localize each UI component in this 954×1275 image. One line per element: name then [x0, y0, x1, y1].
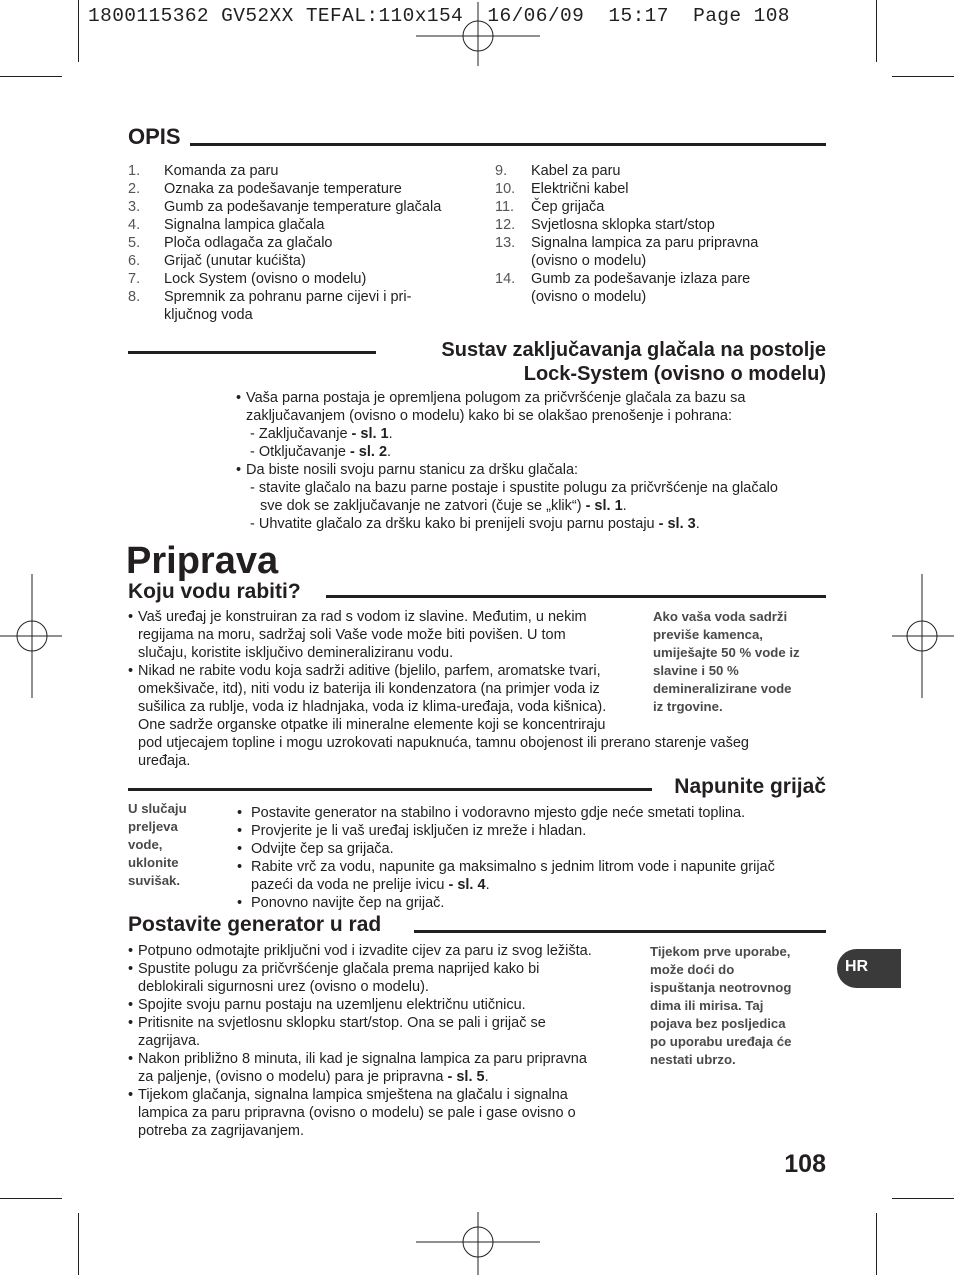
fill-i1: Postavite generator na stabilno i vodoravno mjesto gdje neće smetati toplina.: [251, 805, 746, 821]
item-number: 1.: [128, 163, 141, 179]
bullet-cont: [128, 1122, 638, 1140]
figure-ref: - sl. 1: [351, 426, 389, 442]
bullet-cont: [128, 1032, 638, 1050]
lock-d1: - Zaključavanje: [250, 426, 352, 442]
crop-mark: [892, 76, 954, 77]
note-line: previše kamenca,: [653, 627, 763, 642]
fill-i4-line2: pazeći da voda ne prelije ivicu: [251, 877, 449, 893]
fill-rule: [128, 788, 652, 791]
page-title: Priprava: [126, 540, 279, 582]
slug-line: 1800115362 GV52XX TEFAL:110x154 16/06/09 15:17 Page 108: [88, 5, 790, 27]
item-text: Komanda za paru: [164, 163, 279, 179]
dash-cont: sve dok se zaključavanje ne zatvori (čuje se „klik“) - sl. 1.: [260, 498, 627, 514]
water-b2-line4: One sadrže organske otpatke ili mineralne elemente koji se koncentriraju: [138, 717, 606, 733]
lock-body: [236, 389, 836, 533]
bullet-item: • Vaša parna postaja je opremljena polugom za pričvršćenje glačala za bazu sa: [236, 390, 746, 406]
list-item: [128, 180, 478, 198]
item-text: Signalna lampica glačala: [164, 217, 325, 233]
note-line: iz trgovine.: [653, 699, 723, 714]
opis-rule: [190, 143, 826, 146]
note-line: ispuštanja neotrovnog: [650, 980, 792, 995]
list-item: [128, 162, 478, 180]
gen-b5-line2: za paljenje, (ovisno o modelu) para je pripravna: [138, 1069, 448, 1085]
note-line: suvišak.: [128, 873, 181, 888]
item-number: 12.: [495, 217, 516, 233]
item-number: 4.: [128, 217, 141, 233]
list-item: [128, 270, 478, 288]
water-rule: [326, 595, 826, 598]
registration-mark-icon: [416, 1212, 540, 1275]
crop-mark: [876, 0, 877, 62]
item-text: Električni kabel: [531, 181, 629, 197]
gen-b2-line1: Spustite polugu za pričvršćenje glačala prema naprijed kako bi: [138, 961, 540, 977]
bullet-item: • Pritisnite na svjetlosnu sklopku start/stop. Ona se pali i grijač se: [128, 1015, 546, 1031]
bullet-item: • Provjerite je li vaš uređaj isključen iz mreže i hladan.: [237, 823, 587, 839]
lock-heading-line2: Lock-System (ovisno o modelu): [523, 363, 826, 385]
lock-d4: - Uhvatite glačalo za dršku kako bi prenijeli svoju parnu postaju: [250, 516, 659, 532]
registration-mark-icon: [892, 574, 954, 698]
gen-b4-line2: zagrijava.: [138, 1033, 201, 1049]
bullet-cont: [128, 716, 808, 734]
language-tab: [837, 949, 901, 988]
bullet-cont: za paljenje, (ovisno o modelu) para je pripravna - sl. 5.: [138, 1069, 489, 1085]
water-side-note: [653, 608, 833, 716]
opis-heading: OPIS: [128, 124, 181, 149]
crop-mark: [0, 1198, 62, 1199]
water-heading: Koju vodu rabiti?: [128, 580, 301, 603]
item-text: Oznaka za podešavanje temperature: [164, 181, 402, 197]
item-number: 3.: [128, 199, 141, 215]
item-number: 13.: [495, 235, 516, 251]
gen-b5-line1: Nakon približno 8 minuta, ili kad je signalna lampica za paru pripravna: [138, 1051, 587, 1067]
water-b2-line3: sušilica za rublje, voda iz hladnjaka, voda iz klima-uređaja, voda kišnica).: [138, 699, 607, 715]
water-b2-line5: pod utjecajem topline i mogu uzrokovati napuknuća, tamnu obojenost ili prerano starenje vašeg: [138, 735, 749, 751]
bullet-item: • Spustite polugu za pričvršćenje glačala prema naprijed kako bi: [128, 961, 540, 977]
bullet-item: • Potpuno odmotajte priključni vod i izvadite cijev za paru iz svog ležišta.: [128, 943, 592, 959]
note-line: dima ili mirisa. Taj: [650, 998, 764, 1013]
item-number: 8.: [128, 289, 141, 305]
item-number: 5.: [128, 235, 141, 251]
bullet-cont: [236, 407, 836, 425]
item-number: 9.: [495, 163, 508, 179]
generator-heading: Postavite generator u rad: [128, 913, 382, 936]
item-text: Kabel za paru: [531, 163, 621, 179]
bullet-cont: [128, 752, 808, 770]
generator-side-note: [650, 943, 830, 1069]
lock-heading-line1: Sustav zaključavanja glačala na postolje: [441, 339, 826, 361]
note-line: U slučaju: [128, 801, 187, 816]
fill-heading: Napunite grijač: [674, 775, 826, 798]
dash-item: - Otključavanje - sl. 2.: [250, 444, 392, 460]
figure-ref: - sl. 5: [447, 1069, 485, 1085]
bullet-item: • Odvijte čep sa grijača.: [237, 841, 394, 857]
fill-body: [237, 804, 837, 912]
lock-rule: [128, 351, 376, 354]
lock-p1-line1: Vaša parna postaja je opremljena polugom za pričvršćenje glačala za bazu sa: [246, 390, 746, 406]
item-text-cont: ključnog voda: [164, 307, 253, 323]
bullet-cont: [128, 978, 638, 996]
list-item: [128, 198, 478, 216]
item-text: Gumb za podešavanje temperature glačala: [164, 199, 442, 215]
list-item: [128, 252, 478, 270]
figure-ref: - sl. 2: [349, 444, 388, 460]
fill-i3: Odvijte čep sa grijača.: [251, 841, 394, 857]
figure-ref: - sl. 1: [585, 498, 623, 514]
note-line: nestati ubrzo.: [650, 1052, 736, 1067]
language-tab-label: HR: [845, 958, 869, 975]
lock-p1-line2: zaključavanjem (ovisno o modelu) kako bi se olakšao prenošenje i pohrana:: [246, 408, 733, 424]
note-line: može doći do: [650, 962, 735, 977]
item-number: 11.: [495, 199, 515, 215]
generator-rule: [414, 930, 826, 933]
lock-d3-line1: - stavite glačalo na bazu parne postaje i spustite polugu za pričvršćenje na glačalo: [250, 480, 778, 496]
figure-ref: - sl. 4: [448, 877, 486, 893]
bullet-item: • Rabite vrč za vodu, napunite ga maksimalno s jednim litrom vode i napunite grijač: [237, 859, 775, 875]
fill-side-note: [128, 800, 228, 890]
crop-mark: [876, 1213, 877, 1275]
bullet-cont: [128, 1104, 638, 1122]
list-item: [495, 234, 835, 270]
note-line: uklonite: [128, 855, 179, 870]
opis-list-left: [128, 162, 478, 324]
water-b1-line1: Vaš uređaj je konstruiran za rad s vodom iz slavine. Međutim, u nekim: [138, 609, 587, 625]
bullet-item: • Nakon približno 8 minuta, ili kad je signalna lampica za paru pripravna: [128, 1051, 587, 1067]
opis-list-right: [495, 162, 835, 306]
crop-mark: [0, 76, 62, 77]
crop-mark: [78, 0, 79, 62]
item-text: Ploča odlagača za glačalo: [164, 235, 333, 251]
registration-mark-icon: [0, 574, 62, 698]
bullet-cont: [128, 734, 808, 752]
dash-item: - Zaključavanje - sl. 1.: [250, 426, 393, 442]
list-item: [128, 288, 478, 324]
bullet-item: • Vaš uređaj je konstruiran za rad s vodom iz slavine. Međutim, u nekim: [128, 609, 587, 625]
list-item: [495, 270, 835, 306]
item-text: Signalna lampica za paru pripravna: [531, 235, 759, 251]
list-item: [495, 162, 835, 180]
fill-i2: Provjerite je li vaš uređaj isključen iz mreže i hladan.: [251, 823, 587, 839]
dash-item: - Uhvatite glačalo za dršku kako bi prenijeli svoju parnu postaju - sl. 3.: [250, 516, 700, 532]
note-line: preljeva: [128, 819, 178, 834]
item-text: Spremnik za pohranu parne cijevi i pri-: [164, 289, 412, 305]
gen-b2-line2: deblokirali sigurnosni urez (ovisno o modelu).: [138, 979, 429, 995]
list-item: [495, 198, 835, 216]
dash-item: [236, 479, 836, 497]
bullet-item: • Tijekom glačanja, signalna lampica smještena na glačalu i signalna: [128, 1087, 568, 1103]
note-line: vode,: [128, 837, 163, 852]
crop-mark: [78, 1213, 79, 1275]
water-b1-line2: regijama na moru, sadržaj soli Vaše vode može biti povišen. U tom: [138, 627, 566, 643]
gen-b6-line2: lampica za paru pripravna (ovisno o modelu) se pale i gase ovisno o: [138, 1105, 576, 1121]
note-line: Ako vaša voda sadrži: [653, 609, 788, 624]
item-number: 10.: [495, 181, 516, 197]
lock-d2: - Otključavanje: [250, 444, 350, 460]
list-item: [495, 216, 835, 234]
item-number: 7.: [128, 271, 141, 287]
item-text-cont: (ovisno o modelu): [531, 253, 647, 269]
note-line: slavine i 50 %: [653, 663, 739, 678]
gen-b4-line1: Pritisnite na svjetlosnu sklopku start/stop. Ona se pali i grijač se: [138, 1015, 546, 1031]
list-item: [495, 180, 835, 198]
note-line: umiješajte 50 % vode iz: [653, 645, 800, 660]
registration-mark-icon: [416, 2, 540, 66]
list-item: [128, 234, 478, 252]
item-text: Grijač (unutar kućišta): [164, 253, 306, 269]
gen-b1: Potpuno odmotajte priključni vod i izvadite cijev za paru iz svog ležišta.: [138, 943, 592, 959]
note-line: demineralizirane vode: [653, 681, 792, 696]
page-number: 108: [784, 1150, 826, 1178]
generator-body: [128, 942, 638, 1140]
item-text: Čep grijača: [531, 199, 605, 215]
water-b2-line2: omekšivače, itd), niti vodu iz baterija ili kondenzatora (na primjer voda iz: [138, 681, 600, 697]
fill-i4-line1: Rabite vrč za vodu, napunite ga maksimalno s jednim litrom vode i napunite grijač: [251, 859, 775, 875]
lock-d3-line2: sve dok se zaključavanje ne zatvori (čuje se „klik“): [260, 498, 586, 514]
note-line: po uporabu uređaja će: [650, 1034, 792, 1049]
water-b2-line6: uređaja.: [138, 753, 191, 769]
note-line: pojava bez posljedica: [650, 1016, 786, 1031]
item-text: Svjetlosna sklopka start/stop: [531, 217, 715, 233]
note-line: Tijekom prve uporabe,: [650, 944, 791, 959]
bullet-item: • Nikad ne rabite vodu koja sadrži aditive (bjelilo, parfem, aromatske tvari,: [128, 663, 601, 679]
water-b1-line3: slučaju, koristite isključivo demineraliziranu vodu.: [138, 645, 454, 661]
item-text: Lock System (ovisno o modelu): [164, 271, 367, 287]
item-text-cont: (ovisno o modelu): [531, 289, 647, 305]
item-number: 14.: [495, 271, 516, 287]
bullet-item: • Spojite svoju parnu postaju na uzemljenu električnu utičnicu.: [128, 997, 526, 1013]
bullet-item: • Ponovno navijte čep na grijač.: [237, 895, 445, 911]
fill-i5: Ponovno navijte čep na grijač.: [251, 895, 445, 911]
water-b2-line1: Nikad ne rabite vodu koja sadrži aditive (bjelilo, parfem, aromatske tvari,: [138, 663, 601, 679]
bullet-cont: pazeći da voda ne prelije ivicu - sl. 4.: [251, 877, 490, 893]
bullet-item: • Da biste nosili svoju parnu stanicu za dršku glačala:: [236, 462, 579, 478]
figure-ref: - sl. 3: [658, 516, 696, 532]
gen-b6-line1: Tijekom glačanja, signalna lampica smještena na glačalu i signalna: [138, 1087, 568, 1103]
item-number: 6.: [128, 253, 141, 269]
item-text: Gumb za podešavanje izlaza pare: [531, 271, 751, 287]
bullet-item: • Postavite generator na stabilno i vodoravno mjesto gdje neće smetati toplina.: [237, 805, 746, 821]
crop-mark: [892, 1198, 954, 1199]
list-item: [128, 216, 478, 234]
item-number: 2.: [128, 181, 141, 197]
gen-b6-line3: potreba za zagrijavanjem.: [138, 1123, 305, 1139]
lock-p2: Da biste nosili svoju parnu stanicu za dršku glačala:: [246, 462, 579, 478]
gen-b3: Spojite svoju parnu postaju na uzemljenu električnu utičnicu.: [138, 997, 526, 1013]
